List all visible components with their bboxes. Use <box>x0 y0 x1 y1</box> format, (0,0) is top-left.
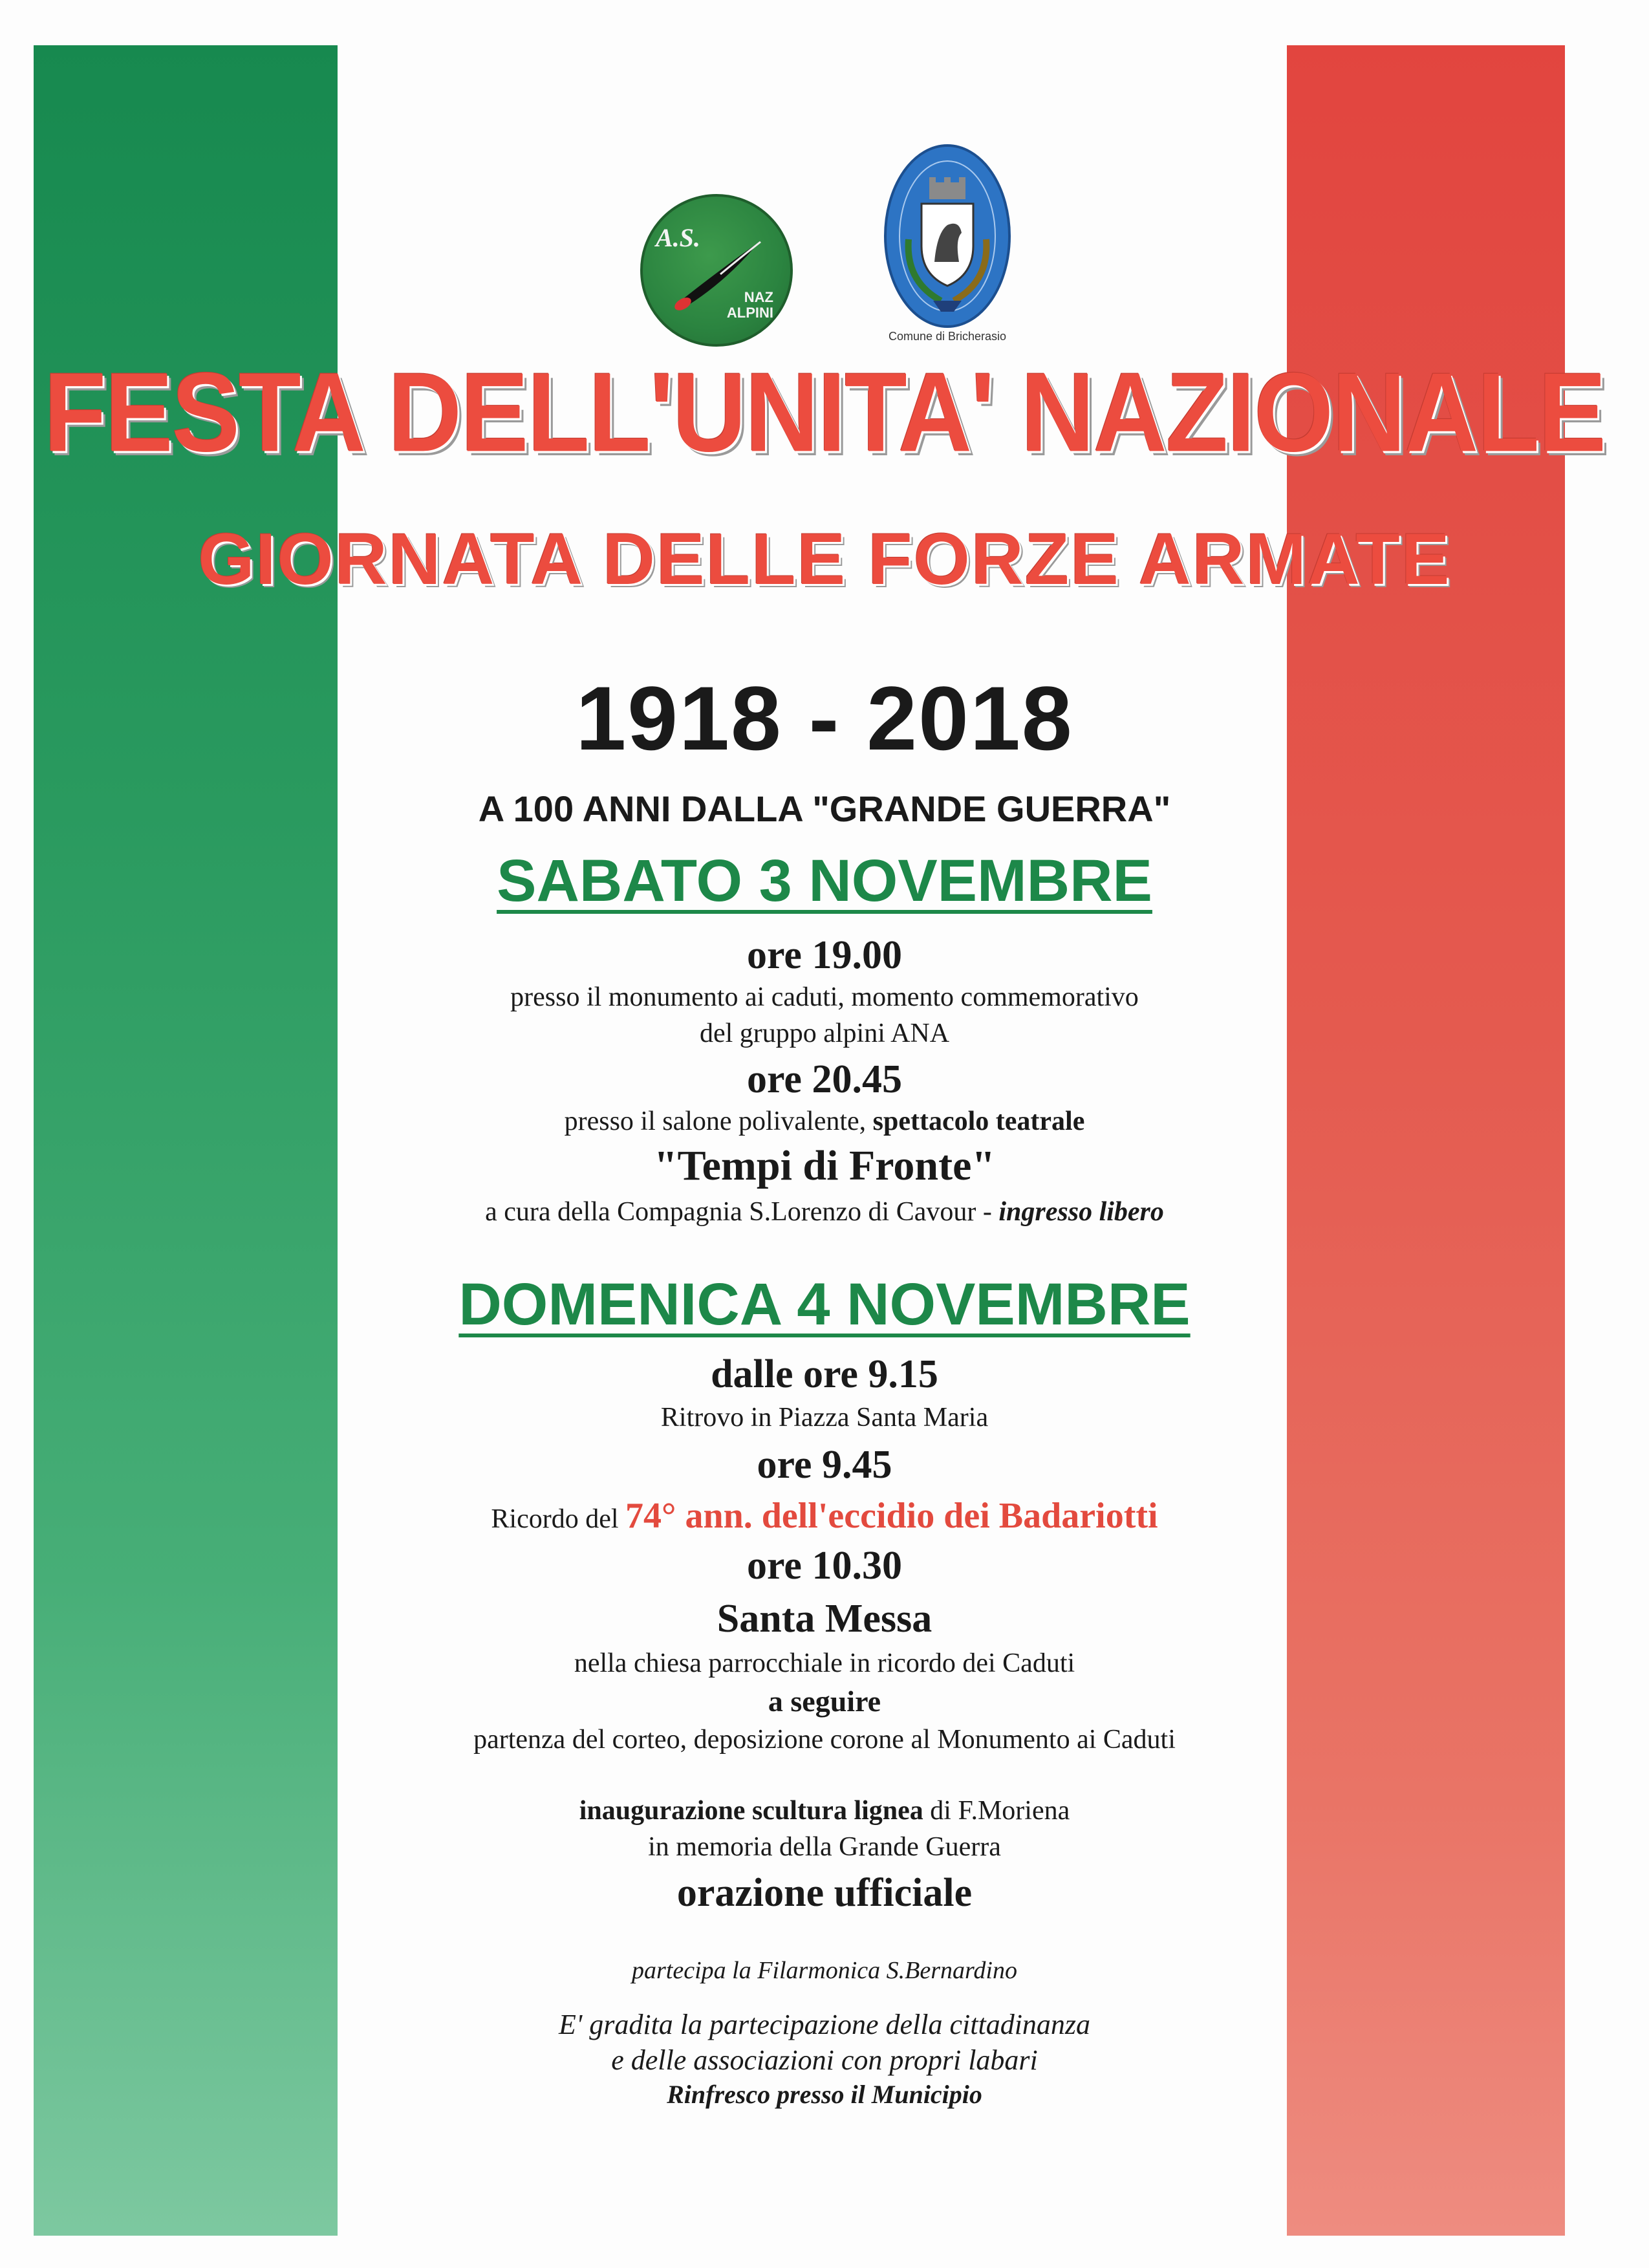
sunday-desc-6: in memoria della Grande Guerra <box>648 1832 1001 1862</box>
comune-coat-of-arms-icon <box>883 142 1012 330</box>
sunday-time-3: ore 10.30 <box>747 1544 902 1588</box>
sunday-desc-5-plain: di F.Moriena <box>923 1796 1070 1826</box>
band-note: partecipa la Filarmonica S.Bernardino <box>632 1957 1017 1984</box>
saturday-desc-1a: presso il monumento ai caduti, momento commemorativo <box>510 982 1139 1012</box>
sunday-desc-2-plain: Ricordo del <box>491 1504 626 1534</box>
saturday-heading: SABATO 3 NOVEMBRE <box>497 848 1152 914</box>
saturday-desc-2 <box>0 1106 1649 1137</box>
sunday-desc-2 <box>0 1495 1649 1537</box>
show-title: "Tempi di Fronte" <box>654 1142 995 1189</box>
sunday-time-1: dalle ore 9.15 <box>711 1352 938 1396</box>
sunday-time-2: ore 9.45 <box>757 1443 892 1487</box>
sunday-desc-5-bold: inaugurazione scultura lignea <box>579 1796 923 1826</box>
sunday-desc-3: nella chiesa parrocchiale in ricordo dei Caduti <box>574 1648 1075 1678</box>
follow-label: a seguire <box>768 1685 881 1718</box>
saturday-desc-3-italic: ingresso libero <box>998 1197 1164 1227</box>
main-title: FESTA DELL'UNITA' NAZIONALE <box>43 350 1606 475</box>
comune-caption: Comune di Bricherasio <box>888 330 1007 343</box>
alpini-feather-icon <box>643 197 795 349</box>
ana-logo-naz: NAZ <box>744 288 773 305</box>
saturday-desc-1b: del gruppo alpini ANA <box>699 1019 950 1048</box>
anniversary-heading: A 100 ANNI DALLA "GRANDE GUERRA" <box>478 788 1171 829</box>
sunday-desc-5 <box>0 1795 1649 1826</box>
ana-alpini-logo <box>640 194 793 347</box>
sunday-desc-1: Ritrovo in Piazza Santa Maria <box>660 1403 989 1432</box>
sunday-desc-2-red: 74° ann. dell'eccidio dei Badariotti <box>625 1496 1158 1536</box>
saturday-time-2: ore 20.45 <box>747 1057 902 1101</box>
sunday-desc-4: partenza del corteo, deposizione corone al Monumento ai Caduti <box>473 1725 1176 1755</box>
closing-line-1: E' gradita la partecipazione della cittadinanza <box>558 2009 1091 2040</box>
saturday-time-1: ore 19.00 <box>747 933 902 977</box>
years-heading: 1918 - 2018 <box>576 667 1073 769</box>
saturday-desc-3 <box>0 1196 1649 1227</box>
closing-line-3: Rinfresco presso il Municipio <box>667 2080 982 2109</box>
ana-logo-alpini: ALPINI <box>726 304 773 321</box>
saturday-desc-2-bold: spettacolo teatrale <box>872 1107 1085 1136</box>
saturday-desc-3-plain: a cura della Compagnia S.Lorenzo di Cavour - <box>485 1197 999 1227</box>
mass-heading: Santa Messa <box>717 1597 932 1641</box>
ana-logo-text-bottom <box>727 290 773 321</box>
closing-line-2: e delle associazioni con propri labari <box>611 2044 1038 2076</box>
sub-heading: GIORNATA DELLE FORZE ARMATE <box>198 519 1451 599</box>
speech-heading: orazione ufficiale <box>676 1871 973 1915</box>
saturday-desc-2-plain: presso il salone polivalente, <box>564 1107 873 1136</box>
sunday-heading: DOMENICA 4 NOVEMBRE <box>458 1271 1191 1337</box>
ana-logo-text-top: A.S. <box>656 223 700 252</box>
